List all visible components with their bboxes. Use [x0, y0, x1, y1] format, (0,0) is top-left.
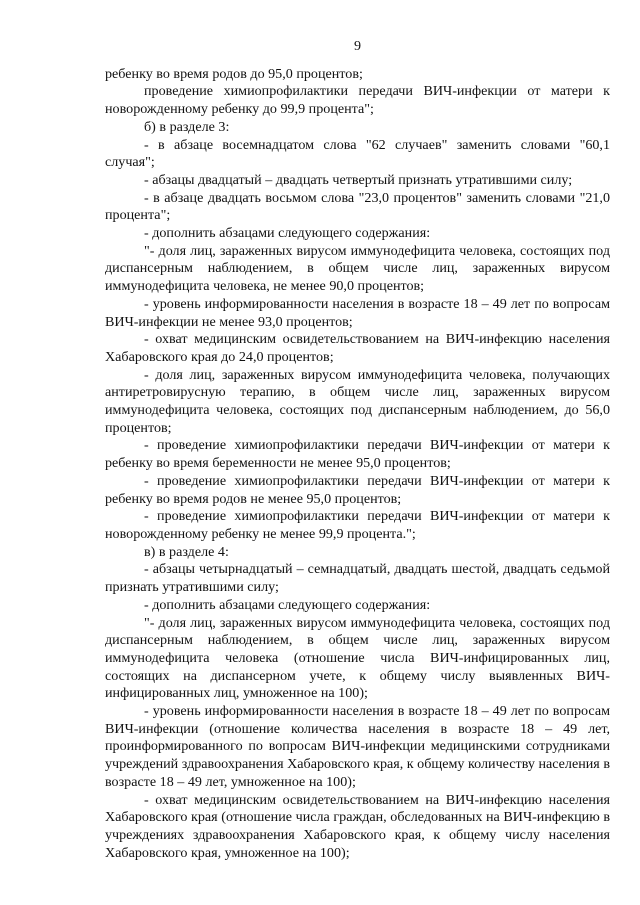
- paragraph: - охват медицинским освидетельствованием на ВИЧ-инфекцию населения Хабаровского края (отношение числа граждан, обследованных на ВИЧ-инфекцию в учреждениях здравоохранения Хабаровского края, к общему числу населения Хабаровского края, умноженное на 100);: [105, 791, 610, 861]
- paragraph: в) в разделе 4:: [144, 543, 229, 560]
- paragraph: проведение химиопрофилактики передачи ВИЧ-инфекции от матери к новорожденному ребенку до 99,9 процента";: [105, 83, 610, 118]
- paragraph: - дополнить абзацами следующего содержания:: [144, 596, 431, 613]
- paragraph: - уровень информированности населения в возрасте 18 – 49 лет по вопросам ВИЧ-инфекции (отношение количества населения в возрасте 18 – 49 лет, проинформированного по вопросам ВИЧ-инфекции медицинскими сотрудниками учреждений здравоохранения Хабаровского края, к общему количеству населения в возрасте 18 – 49 лет, умноженное на 100);: [105, 703, 610, 790]
- paragraph: - проведение химиопрофилактики передачи ВИЧ-инфекции от матери к ребенку во время родов не менее 95,0 процентов;: [105, 472, 610, 507]
- paragraph: "- доля лиц, зараженных вирусом иммунодефицита человека, состоящих под диспансерным наблюдением, в общем числе лиц, зараженных вирусом иммунодефицита человека (отношение числа ВИЧ-инфицированных лиц, состоящих на диспансерном учете, к общему числу выявленных ВИЧ-инфицированных лиц, умноженное на 100);: [105, 614, 610, 702]
- page-number: 9: [353, 38, 362, 54]
- paragraph: ребенку во время родов до 95,0 процентов;: [105, 65, 363, 82]
- paragraph: - абзацы четырнадцатый – семнадцатый, двадцать шестой, двадцать седьмой признать утратившими силу;: [105, 561, 610, 596]
- paragraph: - проведение химиопрофилактики передачи ВИЧ-инфекции от матери к ребенку во время беременности не менее 95,0 процентов;: [105, 437, 610, 472]
- paragraph: - доля лиц, зараженных вирусом иммунодефицита человека, получающих антиретровирусную терапию, в общем числе лиц, зараженных вирусом иммунодефицита человека, состоящих под диспансерным наблюдением, до 56,0 процентов;: [105, 366, 610, 436]
- paragraph: - в абзаце двадцать восьмом слова "23,0 процентов" заменить словами "21,0 процента";: [105, 189, 610, 224]
- paragraph: "- доля лиц, зараженных вирусом иммунодефицита человека, состоящих под диспансерным наблюдением, в общем числе лиц, зараженных вирусом иммунодефицита человека, не менее 90,0 процентов;: [105, 242, 610, 295]
- paragraph: - проведение химиопрофилактики передачи ВИЧ-инфекции от матери к новорожденному ребенку не менее 99,9 процента.";: [105, 508, 610, 542]
- paragraph: - в абзаце восемнадцатом слова "62 случаев" заменить словами "60,1 случая";: [105, 136, 610, 171]
- paragraph: - дополнить абзацами следующего содержания:: [144, 225, 431, 242]
- paragraph: - уровень информированности населения в возрасте 18 – 49 лет по вопросам ВИЧ-инфекции не менее 93,0 процентов;: [105, 295, 610, 330]
- paragraph: б) в разделе 3:: [144, 118, 230, 135]
- paragraph: - охват медицинским освидетельствованием на ВИЧ-инфекцию населения Хабаровского края до 24,0 процентов;: [105, 331, 610, 365]
- paragraph: - абзацы двадцатый – двадцать четвертый признать утратившими силу;: [144, 171, 573, 188]
